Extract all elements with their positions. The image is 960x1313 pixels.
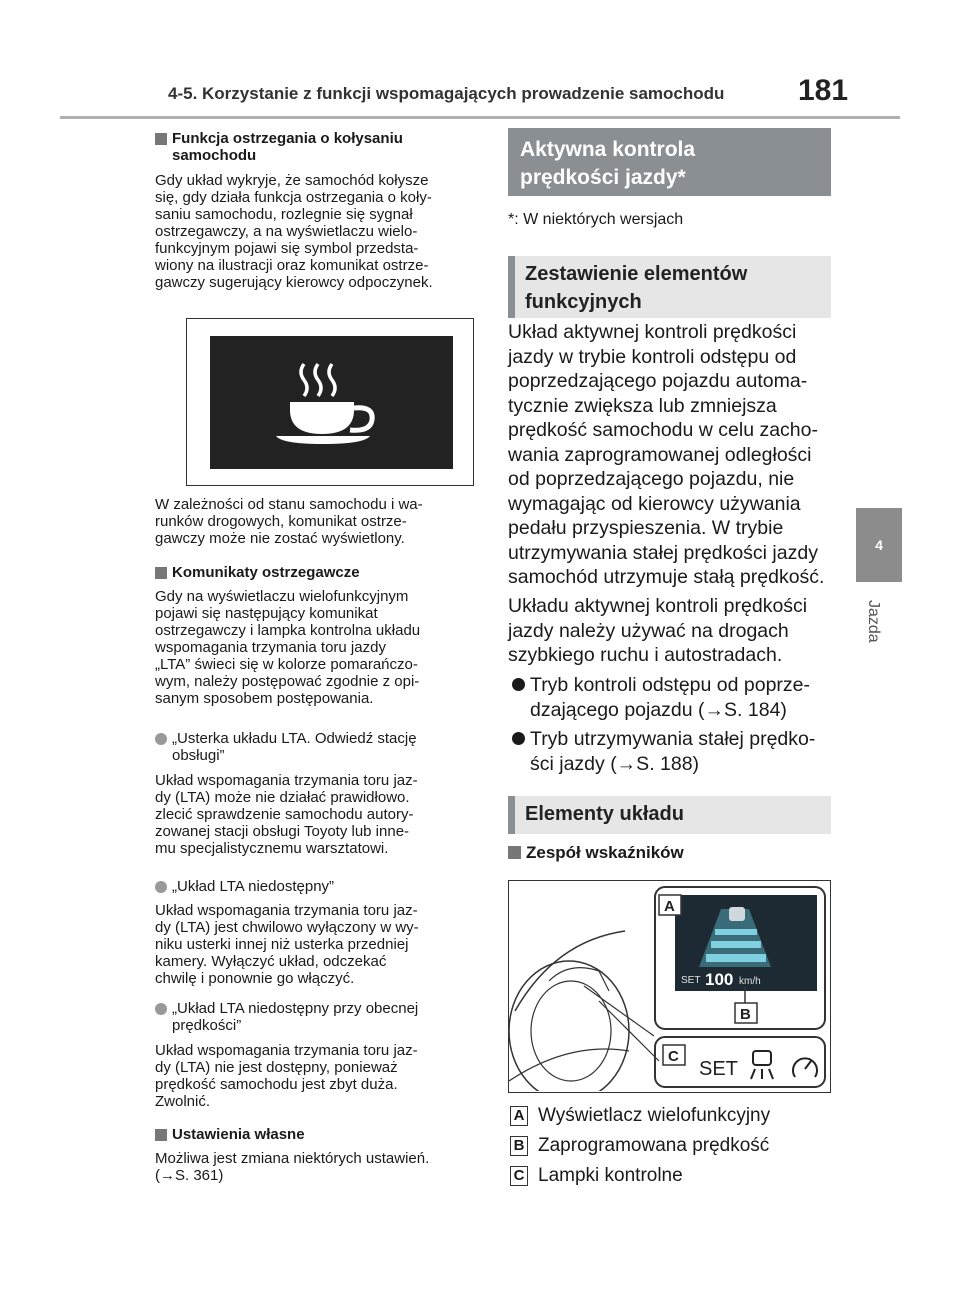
- message-1-title: „Usterka układu LTA. Odwiedź stację obsługi”: [155, 730, 417, 764]
- callout-label-a: A: [664, 898, 675, 915]
- legend-item-b: [510, 1134, 769, 1158]
- custom-settings-heading: Ustawienia własne: [155, 1126, 305, 1143]
- callout-label-c: C: [668, 1048, 679, 1065]
- mode-link-distance[interactable]: Tryb kontroli odstępu od poprze- dzającego pojazdu (→S. 184): [512, 673, 850, 722]
- cluster-set-small: SET: [681, 975, 701, 986]
- legend-text: Lampki kontrolne: [538, 1165, 683, 1186]
- legend-item-c: [510, 1164, 683, 1188]
- callout-label-b: B: [740, 1006, 751, 1023]
- chapter-label: Jazda: [865, 600, 882, 643]
- footnote: *: W niektórych wersjach: [508, 211, 684, 228]
- running-header: 4-5. Korzystanie z funkcji wspomagających prowadzenie samochodu: [168, 84, 725, 103]
- custom-settings-body: Możliwa jest zmiana niektórych ustawień. (→S. 361): [155, 1150, 430, 1184]
- cluster-speed: 100: [705, 970, 734, 989]
- cluster-unit: km/h: [739, 976, 761, 987]
- sway-heading: Funkcja ostrzegania o kołysaniu samochodu: [155, 130, 403, 164]
- cluster-illustration: [509, 881, 829, 1091]
- legend-key: B: [510, 1136, 528, 1156]
- warning-heading: Komunikaty ostrzegawcze: [155, 564, 360, 581]
- instrument-cluster-heading: Zespół wskaźników: [508, 843, 684, 863]
- mode-link-constant[interactable]: Tryb utrzymywania stałej prędko- ści jazdy (→S. 188): [512, 727, 850, 776]
- sway-note: W zależności od stanu samochodu i wa- runków drogowych, komunikat ostrze- gawczy może nie zostać wyświetlony.: [155, 496, 423, 547]
- legend-key: C: [510, 1166, 528, 1186]
- message-3-title: „Układ LTA niedostępny przy obecnej prędkości”: [155, 1000, 418, 1034]
- legend-item-a: [510, 1104, 770, 1128]
- message-1-body: Układ wspomagania trzymania toru jaz- dy (LTA) może nie działać prawidłowo. zlecić sprawdzenie samochodu autory- zowanej stacji obsługi Toyoty lub inne- mu specjalistycznemu warsztatowi.: [155, 772, 418, 857]
- header-rule: [60, 116, 900, 119]
- legend-text: Wyświetlacz wielofunkcyjny: [538, 1105, 771, 1126]
- legend-key: A: [510, 1106, 528, 1126]
- legend-text: Zaprogramowana prędkość: [538, 1135, 770, 1156]
- message-2-body: Układ wspomagania trzymania toru jaz- dy (LTA) jest chwilowo wyłączony w wy- niku usterki innej niż usterka przedniej kamery. Wyłączyć układ, odczekać chwilę i ponownie go włączyć.: [155, 902, 419, 987]
- overview-paragraph-2: Układu aktywnej kontroli prędkości jazdy należy używać na drogach szybkiego ruchu i autostradach.: [508, 595, 808, 666]
- overview-heading: Zestawienie elementów funkcyjnych: [508, 256, 831, 318]
- page-number: 181: [798, 74, 849, 107]
- coffee-cup-display: [210, 336, 453, 469]
- section-banner: Aktywna kontrola prędkości jazdy*: [508, 128, 831, 196]
- overview-paragraph-1: Układ aktywnej kontroli prędkości jazdy w trybie kontroli odstępu od poprzedzającego pojazdu automa- tycznie zwiększa lub zmniejsza prędkość samochodu w celu zacho- wania zaprogramowanej odległości od poprzedzającego pojazdu, nie wymagając od kierowcy używania pedału przyspieszenia. W trybie utrzymywania stałej prędkości jazdy samochód utrzymuje stałą prędkość.: [508, 321, 825, 588]
- instrument-cluster-figure: [508, 880, 831, 1093]
- coffee-cup-icon: [210, 336, 453, 469]
- message-3-body: Układ wspomagania trzymania toru jaz- dy (LTA) nie jest dostępny, ponieważ prędkość samochodu jest zbyt duża. Zwolnić.: [155, 1042, 418, 1110]
- components-heading: Elementy układu: [508, 796, 831, 834]
- warning-body: Gdy na wyświetlaczu wielofunkcyjnym pojawi się następujący komunikat ostrzegawczy i lampka kontrolna układu wspomagania trzymania toru jazdy „LTA” świeci się w kolorze pomarańczo- wym, należy postępować zgodnie z opi- sanym sposobem postępowania.: [155, 588, 421, 707]
- cruise-set-indicator: SET: [699, 1058, 738, 1080]
- chapter-tab: 4: [856, 508, 902, 582]
- sway-body: Gdy układ wykryje, że samochód kołysze się, gdy działa funkcja ostrzegania o koły- saniu samochodu, rozlegnie się sygnał ostrzegawczy, a na wyświetlaczu wielo- funkcyjnym pojawi się symbol przedsta- wiony na ilustracji oraz komunikat ostrze- gawczy sugerujący kierowcy odpoczynek.: [155, 172, 433, 291]
- message-2-title: „Układ LTA niedostępny”: [155, 878, 334, 895]
